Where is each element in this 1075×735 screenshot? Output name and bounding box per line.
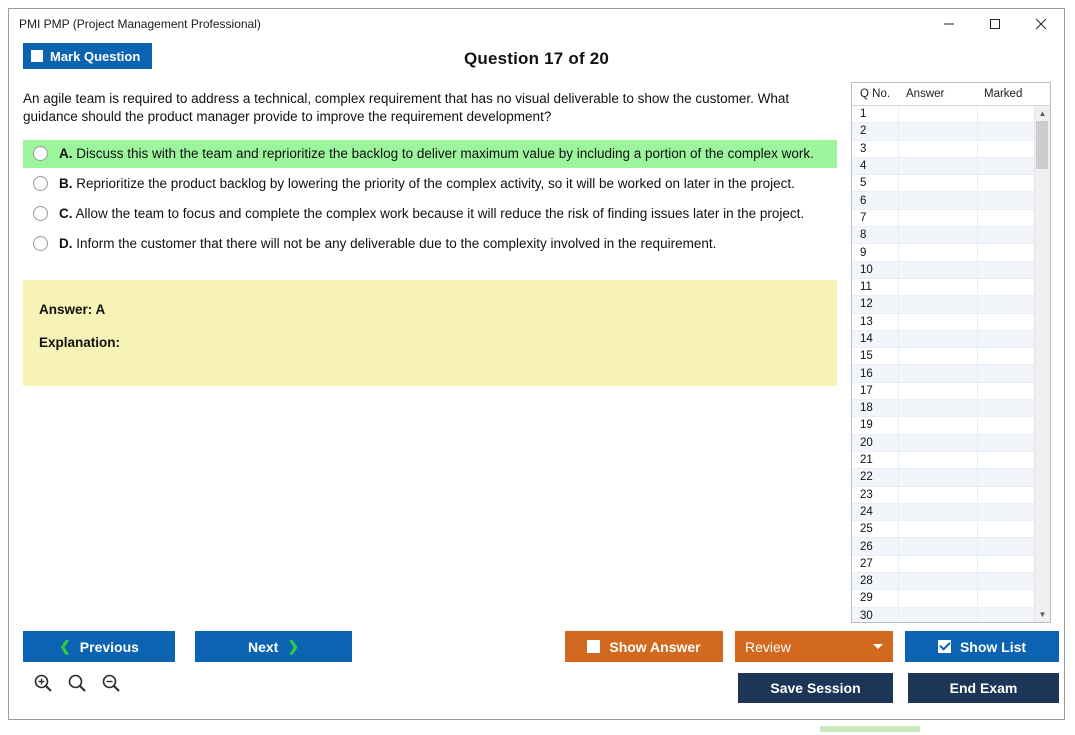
row-answer xyxy=(898,123,977,139)
answer-explanation-panel xyxy=(23,280,837,386)
row-answer xyxy=(898,244,977,260)
option-d-letter: D. xyxy=(59,236,73,251)
row-marked xyxy=(977,521,1034,537)
table-row[interactable] xyxy=(852,383,1034,400)
question-list-header xyxy=(852,83,1050,106)
table-row[interactable] xyxy=(852,192,1034,209)
table-row[interactable] xyxy=(852,175,1034,192)
table-row[interactable] xyxy=(852,244,1034,261)
scroll-up-icon[interactable]: ▲ xyxy=(1038,109,1047,118)
title-bar xyxy=(9,9,1064,40)
option-a-letter: A. xyxy=(59,146,73,161)
row-marked xyxy=(977,590,1034,606)
end-exam-button[interactable] xyxy=(908,673,1059,703)
row-qno: 11 xyxy=(860,281,872,294)
row-qno: 28 xyxy=(860,575,873,588)
row-marked xyxy=(977,487,1034,503)
answer-line: Answer: A xyxy=(39,302,106,317)
row-qno: 6 xyxy=(860,194,867,207)
row-marked xyxy=(977,158,1034,174)
table-row[interactable] xyxy=(852,348,1034,365)
row-answer xyxy=(898,331,977,347)
option-a-text xyxy=(59,145,831,163)
row-qno: 14 xyxy=(860,333,873,345)
row-answer xyxy=(898,469,977,485)
row-qno: 9 xyxy=(860,246,867,259)
row-marked xyxy=(977,556,1034,572)
row-answer xyxy=(898,348,977,364)
save-session-button[interactable] xyxy=(738,673,893,703)
row-marked xyxy=(977,227,1034,243)
radio-icon-b[interactable] xyxy=(33,176,48,191)
row-marked xyxy=(977,417,1034,433)
window-title: PMI PMP (Project Management Professional) xyxy=(19,17,261,31)
table-row[interactable] xyxy=(852,123,1034,140)
row-marked xyxy=(977,123,1034,139)
table-row[interactable] xyxy=(852,504,1034,521)
save-session-label: Save Session xyxy=(770,680,861,696)
maximize-icon[interactable] xyxy=(972,9,1018,39)
row-marked xyxy=(977,435,1034,451)
mark-question-label: Mark Question xyxy=(50,48,141,64)
table-row[interactable] xyxy=(852,279,1034,296)
table-row[interactable] xyxy=(852,521,1034,538)
table-row[interactable] xyxy=(852,556,1034,573)
row-answer xyxy=(898,175,977,191)
show-answer-button[interactable] xyxy=(565,631,723,662)
row-marked xyxy=(977,175,1034,191)
end-exam-label: End Exam xyxy=(949,680,1018,696)
row-qno: 24 xyxy=(860,505,873,518)
table-row[interactable] xyxy=(852,365,1034,382)
row-answer xyxy=(898,435,977,451)
column-header-qno: Q No. xyxy=(860,88,891,100)
exam-body xyxy=(9,78,1064,623)
option-b[interactable] xyxy=(23,170,837,198)
row-qno: 12 xyxy=(860,298,873,311)
row-answer xyxy=(898,262,977,278)
table-row[interactable] xyxy=(852,106,1034,123)
row-marked xyxy=(977,296,1034,312)
row-marked xyxy=(977,608,1034,622)
row-qno: 5 xyxy=(860,177,867,190)
row-answer xyxy=(898,573,977,589)
table-row[interactable] xyxy=(852,331,1034,348)
row-qno: 27 xyxy=(860,557,873,570)
question-list-panel xyxy=(851,82,1051,623)
table-row[interactable] xyxy=(852,210,1034,227)
row-qno: 25 xyxy=(860,523,873,536)
row-qno: 7 xyxy=(860,211,867,224)
chevron-left-icon: ❮ xyxy=(59,638,71,654)
row-answer xyxy=(898,158,977,174)
table-row[interactable] xyxy=(852,158,1034,175)
option-b-text xyxy=(59,175,831,193)
row-answer xyxy=(898,106,977,122)
row-answer xyxy=(898,608,977,622)
close-icon[interactable] xyxy=(1018,9,1064,39)
zoom-controls xyxy=(33,673,121,698)
question-list-body xyxy=(852,106,1050,622)
row-answer xyxy=(898,279,977,295)
previous-button[interactable] xyxy=(23,631,175,662)
window-controls xyxy=(926,9,1064,39)
option-c-letter: C. xyxy=(59,206,73,221)
row-qno: 10 xyxy=(860,263,873,276)
zoom-in-icon[interactable] xyxy=(33,673,53,698)
table-row[interactable] xyxy=(852,452,1034,469)
show-list-button[interactable] xyxy=(905,631,1059,662)
row-answer xyxy=(898,417,977,433)
row-qno: 4 xyxy=(860,160,867,173)
row-marked xyxy=(977,262,1034,278)
option-a[interactable] xyxy=(23,140,837,168)
option-b-body: Reprioritize the product backlog by lowering the priority of the complex activity, so it will be worked on later in the project. xyxy=(72,176,795,191)
row-qno: 21 xyxy=(860,454,873,467)
exam-footer xyxy=(9,623,1064,719)
row-qno: 16 xyxy=(860,367,873,380)
row-marked xyxy=(977,365,1034,381)
row-marked xyxy=(977,469,1034,485)
row-answer xyxy=(898,521,977,537)
option-c-body: Allow the team to focus and complete the complex work because it will reduce the risk of finding issues later in the project. xyxy=(72,206,805,221)
row-qno: 2 xyxy=(860,125,867,138)
row-qno: 17 xyxy=(860,384,873,397)
row-marked xyxy=(977,331,1034,347)
zoom-reset-icon[interactable] xyxy=(67,673,87,698)
row-answer xyxy=(898,210,977,226)
row-marked xyxy=(977,192,1034,208)
question-list-scrollbar[interactable] xyxy=(1034,106,1050,622)
table-row[interactable] xyxy=(852,608,1034,622)
question-pane xyxy=(9,78,851,623)
table-row[interactable] xyxy=(852,538,1034,555)
option-d-body: Inform the customer that there will not be any deliverable due to the complexity involved in the requirement. xyxy=(72,236,717,251)
row-qno: 15 xyxy=(860,350,873,363)
row-answer xyxy=(898,227,977,243)
chevron-right-icon: ❯ xyxy=(287,638,300,654)
row-answer xyxy=(898,400,977,416)
answer-options xyxy=(23,140,837,258)
explanation-line: Explanation: xyxy=(39,335,121,350)
row-answer xyxy=(898,141,977,157)
zoom-out-icon[interactable] xyxy=(101,673,121,698)
exam-window xyxy=(8,8,1065,720)
row-qno: 13 xyxy=(860,315,873,328)
table-row[interactable] xyxy=(852,435,1034,452)
table-row[interactable] xyxy=(852,262,1034,279)
row-qno: 23 xyxy=(860,488,873,501)
show-answer-checkbox-icon xyxy=(587,640,600,653)
row-marked xyxy=(977,383,1034,399)
option-a-body: Discuss this with the team and reprioritize the backlog to deliver maximum value by including a portion of the complex work. xyxy=(72,146,814,161)
question-list-rows xyxy=(852,106,1034,622)
page-title: Question 17 of 20 xyxy=(463,49,610,68)
row-answer xyxy=(898,504,977,520)
review-dropdown[interactable] xyxy=(735,631,893,662)
show-list-label: Show List xyxy=(959,638,1027,655)
exam-header xyxy=(9,40,1064,78)
radio-icon-c[interactable] xyxy=(33,206,48,221)
radio-icon-d[interactable] xyxy=(33,236,48,251)
row-marked xyxy=(977,314,1034,330)
row-answer xyxy=(898,487,977,503)
row-answer xyxy=(898,538,977,554)
table-row[interactable] xyxy=(852,590,1034,607)
table-row[interactable] xyxy=(852,400,1034,417)
table-row[interactable] xyxy=(852,296,1034,313)
row-marked xyxy=(977,279,1034,295)
row-qno: 19 xyxy=(860,419,873,432)
option-c-text xyxy=(59,205,831,223)
row-qno: 8 xyxy=(860,229,867,242)
decorative-accent xyxy=(820,726,920,732)
scroll-down-icon[interactable]: ▼ xyxy=(1038,610,1047,619)
row-marked xyxy=(977,504,1034,520)
row-marked xyxy=(977,538,1034,554)
scrollbar-thumb[interactable] xyxy=(1036,121,1048,169)
row-answer xyxy=(898,452,977,468)
row-qno: 29 xyxy=(860,592,873,605)
row-answer xyxy=(898,365,977,381)
table-row[interactable] xyxy=(852,487,1034,504)
row-answer xyxy=(898,556,977,572)
show-answer-label: Show Answer xyxy=(609,638,701,655)
table-row[interactable] xyxy=(852,141,1034,158)
table-row[interactable] xyxy=(852,314,1034,331)
row-marked xyxy=(977,400,1034,416)
mark-question-checkbox-icon xyxy=(31,50,43,62)
row-marked xyxy=(977,141,1034,157)
review-label: Review xyxy=(745,638,791,655)
row-marked xyxy=(977,452,1034,468)
row-qno: 30 xyxy=(860,609,873,622)
chevron-down-icon xyxy=(873,644,883,649)
row-answer xyxy=(898,383,977,399)
row-answer xyxy=(898,296,977,312)
row-qno: 18 xyxy=(860,402,873,415)
radio-icon-a[interactable] xyxy=(33,146,48,161)
row-qno: 1 xyxy=(860,108,867,121)
row-qno: 26 xyxy=(860,540,873,553)
row-qno: 3 xyxy=(860,142,867,155)
option-b-letter: B. xyxy=(59,176,73,191)
row-answer xyxy=(898,314,977,330)
table-row[interactable] xyxy=(852,469,1034,486)
previous-label: Previous xyxy=(79,638,139,655)
row-answer xyxy=(898,192,977,208)
option-c[interactable] xyxy=(23,200,837,228)
row-marked xyxy=(977,106,1034,122)
table-row[interactable] xyxy=(852,227,1034,244)
show-list-checkbox-icon xyxy=(938,640,951,653)
option-d-text xyxy=(59,235,831,253)
minimize-icon[interactable] xyxy=(926,9,972,39)
row-marked xyxy=(977,210,1034,226)
row-qno: 22 xyxy=(860,471,873,484)
table-row[interactable] xyxy=(852,573,1034,590)
row-marked xyxy=(977,348,1034,364)
row-answer xyxy=(898,590,977,606)
row-marked xyxy=(977,244,1034,260)
option-d[interactable] xyxy=(23,230,837,258)
next-button[interactable] xyxy=(195,631,352,662)
column-header-answer: Answer xyxy=(906,88,945,100)
scrollbar-track[interactable] xyxy=(1035,121,1050,607)
column-header-marked: Marked xyxy=(984,88,1023,100)
table-row[interactable] xyxy=(852,417,1034,434)
question-text: An agile team is required to address a technical, complex requirement that has no visual deliverable to show the customer. What guidance should the product manager provide to improve the requirement development? xyxy=(23,91,790,124)
row-qno: 20 xyxy=(860,436,873,449)
row-marked xyxy=(977,573,1034,589)
next-label: Next xyxy=(247,638,279,655)
mark-question-button[interactable] xyxy=(23,43,152,69)
